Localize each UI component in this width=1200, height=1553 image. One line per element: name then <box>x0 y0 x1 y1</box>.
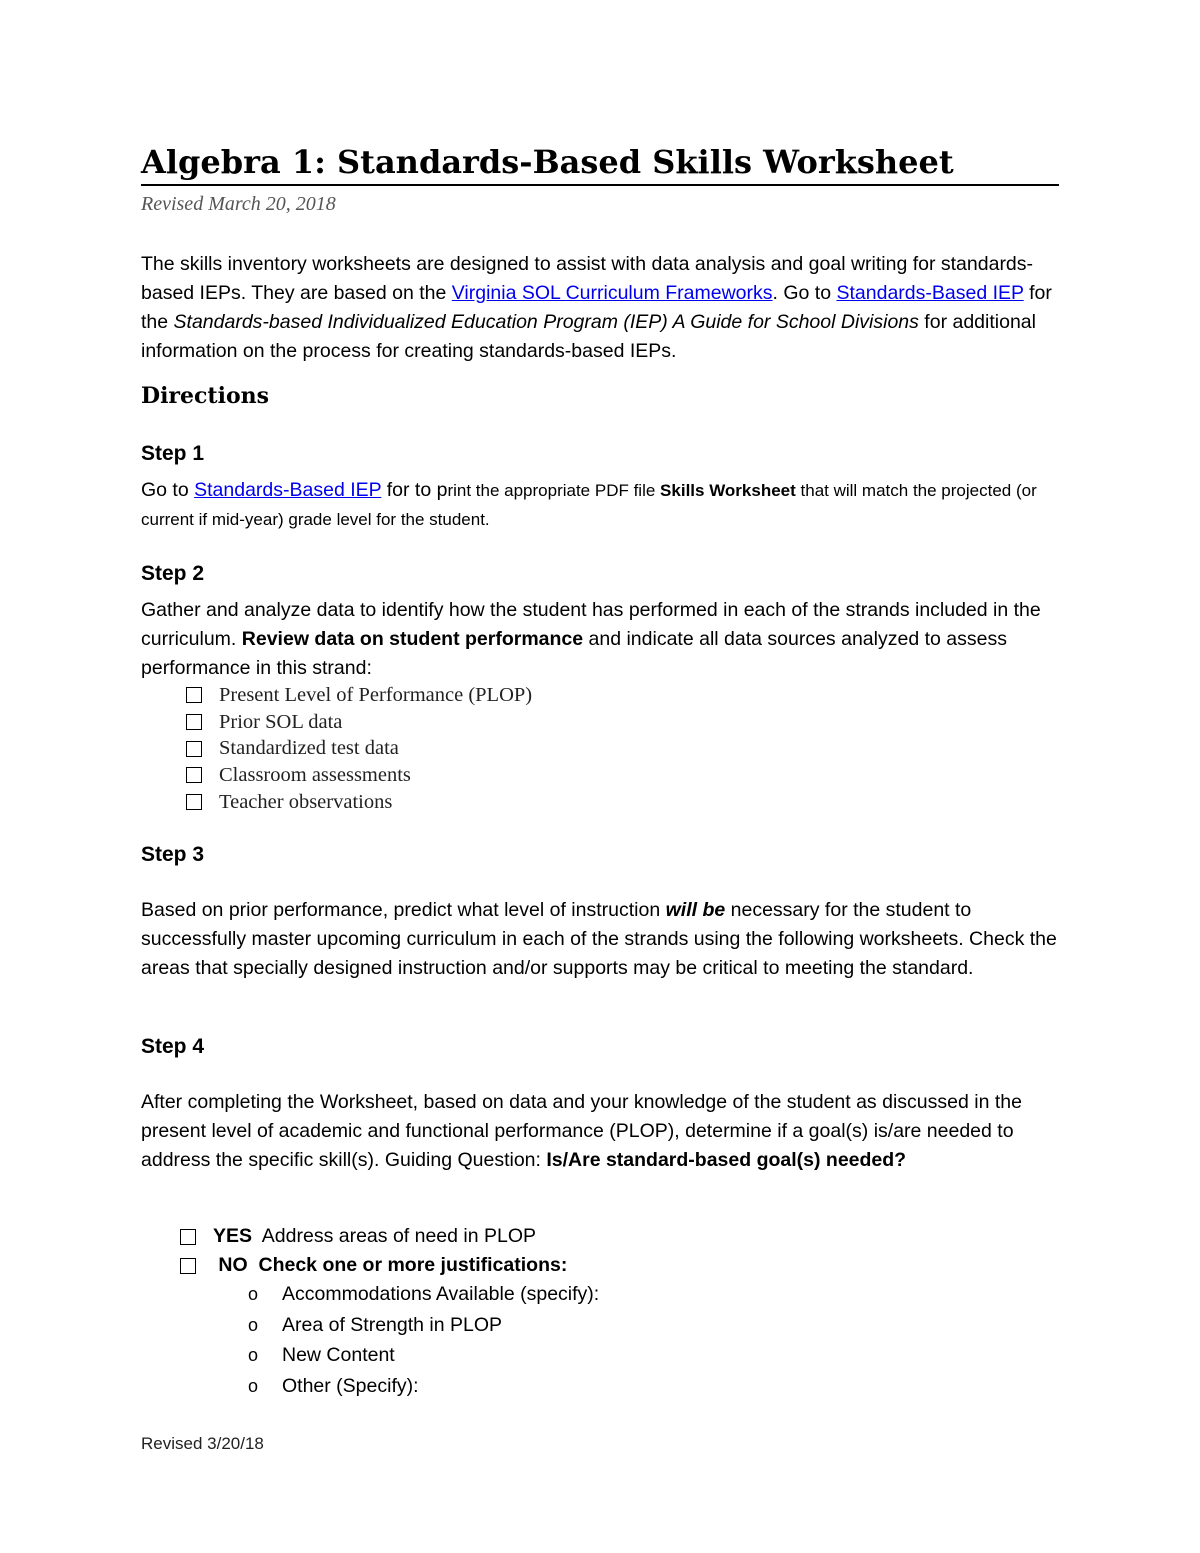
page-footer: Revised 3/20/18 <box>141 1434 264 1453</box>
step2-heading: Step 2 <box>141 562 205 585</box>
page-title: Algebra 1: Standards-Based Skills Worksheet <box>141 142 1059 186</box>
checkbox-label: Present Level of Performance (PLOP) <box>219 684 533 706</box>
step1-prefix: Go to <box>141 479 195 501</box>
step3-heading: Step 3 <box>141 843 205 866</box>
step4-heading: Step 4 <box>141 1035 205 1058</box>
no-label: NO Check one or more justifications: <box>213 1254 568 1276</box>
yes-label: YES <box>213 1225 253 1247</box>
bullet-icon: o <box>248 1375 259 1396</box>
checkbox-label: Teacher observations <box>219 790 393 813</box>
directions-heading: Directions <box>141 383 269 409</box>
step2-text <box>141 596 1071 683</box>
checklist-item[interactable] <box>186 709 532 736</box>
intro-text-2: . Go to <box>772 282 837 304</box>
intro-text-3: for the <box>141 282 1052 333</box>
checkbox[interactable] <box>186 687 202 703</box>
no-option[interactable] <box>180 1251 567 1280</box>
step4-text <box>141 1088 1071 1175</box>
guiding-question: Is/Are standard-based goal(s) needed? <box>546 1149 907 1171</box>
standards-based-iep-link[interactable]: Standards-Based IEP <box>836 282 1024 304</box>
step1-mid: for to p <box>381 479 448 501</box>
checkbox-label: Classroom assessments <box>219 764 411 787</box>
list-item <box>248 1371 599 1402</box>
step1-text-2: that will match the projected (or current if mid-year) grade level for the student. <box>141 481 1037 529</box>
step4-text-1: After completing the Worksheet, based on data and your knowledge of the student as discussed in the present level of academic and functional performance (PLOP), determine if a goal(s) is/are needed to address the specific skill(s). Guiding Question: <box>141 1091 1022 1171</box>
checkbox[interactable] <box>186 714 202 730</box>
list-item <box>248 1340 599 1371</box>
checkbox-label: Prior SOL data <box>219 710 343 733</box>
list-item <box>248 1279 599 1310</box>
step1-text <box>141 476 1071 534</box>
checklist-item[interactable] <box>186 762 532 789</box>
list-item-label: Other (Specify): <box>282 1374 419 1397</box>
list-item <box>248 1310 599 1341</box>
list-item-label: Area of Strength in PLOP <box>282 1313 503 1336</box>
bullet-icon: o <box>248 1284 259 1304</box>
step3-text-2: necessary for the student to successfully master upcoming curriculum in each of the strands using the following worksheets. Check the areas that specially designed instruction and/or supports may be critical to meeting the standard. <box>141 899 1057 979</box>
checklist-item[interactable] <box>186 735 532 762</box>
checkbox-label: Standardized test data <box>219 737 399 760</box>
guide-title: Standards-based Individualized Education Program (IEP) A Guide for School Divisions <box>173 311 919 333</box>
checkbox[interactable] <box>186 794 202 810</box>
data-source-checklist <box>186 682 532 815</box>
justification-list <box>248 1279 599 1401</box>
step1-text-1: rint the appropriate PDF file <box>447 481 661 500</box>
step3-text-1: Based on prior performance, predict what level of instruction <box>141 899 666 921</box>
checkbox[interactable] <box>186 767 202 783</box>
step1-standards-link[interactable]: Standards-Based IEP <box>194 479 382 501</box>
bullet-icon: o <box>248 1314 259 1335</box>
checklist-item[interactable] <box>186 682 532 709</box>
intro-paragraph <box>141 250 1071 366</box>
step2-bold: Review data on student performance <box>241 628 584 650</box>
step3-text <box>141 896 1071 983</box>
revised-date: Revised March 20, 2018 <box>141 193 336 215</box>
no-checkbox[interactable] <box>180 1258 196 1274</box>
step2-text-1: Gather and analyze data to identify how the student has performed in each of the strands included in the curriculum. <box>141 599 1041 650</box>
step2-text-2: and indicate all data sources analyzed to assess performance in this strand: <box>141 628 1007 679</box>
checklist-item[interactable] <box>186 789 532 816</box>
step1-heading: Step 1 <box>141 442 205 465</box>
yes-checkbox[interactable] <box>180 1229 196 1245</box>
checkbox[interactable] <box>186 741 202 757</box>
intro-text-1: The skills inventory worksheets are designed to assist with data analysis and goal writing for standards-based IEPs. They are based on the <box>141 253 1034 304</box>
intro-text-4: for additional information on the process for creating standards-based IEPs. <box>141 311 1036 362</box>
sol-frameworks-link[interactable]: Virginia SOL Curriculum Frameworks <box>451 282 773 304</box>
bullet-icon: o <box>248 1345 259 1365</box>
step3-emphasis: will be <box>665 899 726 921</box>
skills-worksheet-label: Skills Worksheet <box>660 481 796 500</box>
yes-text: Address areas of need in PLOP <box>252 1225 537 1247</box>
yes-option[interactable] <box>180 1222 536 1251</box>
list-item-label: New Content <box>282 1344 395 1366</box>
list-item-label: Accommodations Available (specify): <box>282 1283 600 1305</box>
